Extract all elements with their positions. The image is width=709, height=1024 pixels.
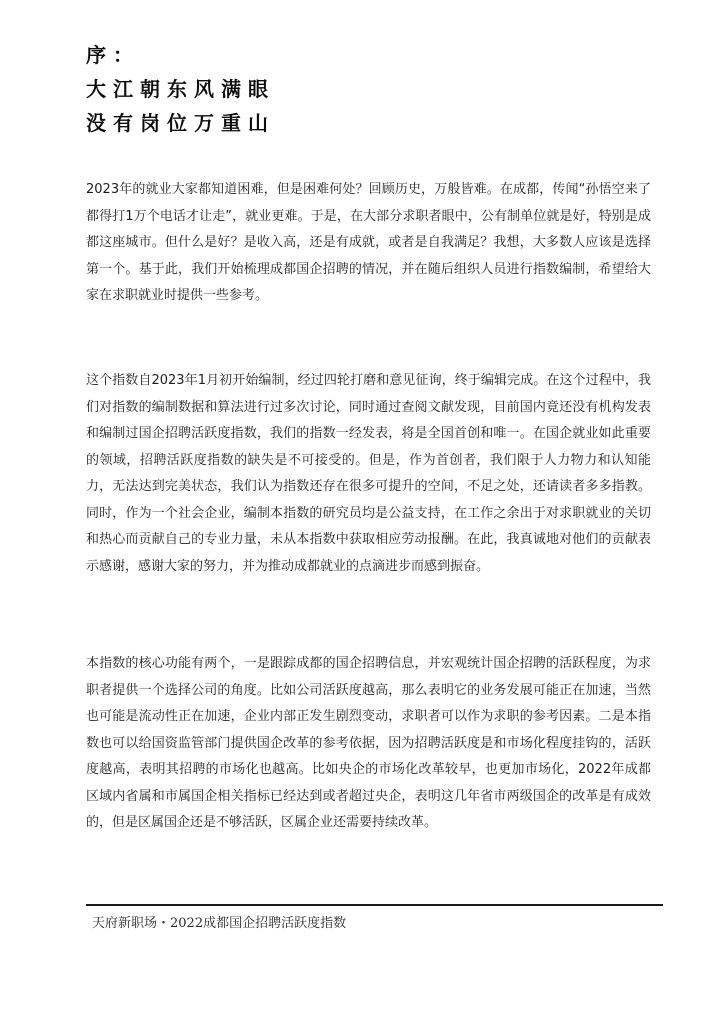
footer-caption: 天府新职场・2022成都国企招聘活跃度指数 xyxy=(92,916,347,931)
paragraph-1: 2023年的就业大家都知道困难，但是困难何处？回顾历史，万般皆难。在成都，传闻“孙悟空来了都得打1万个电话才让走”，就业更难。于是，在大部分求职者眼中，公有制单位就是好，特别是成都这座城市。但什么是好？是收入高，还是有成就，或者是自我满足？我想，大多数人应该是选择第一个。基于此，我们开始梳理成都国企招聘的情况，并在随后组织人员进行指数编制，希望给大家在求职就业时提供一些参考。 xyxy=(86,182,651,303)
footer-divider xyxy=(86,904,663,906)
paragraph-2: 这个指数自2023年1月初开始编制，经过四轮打磨和意见征询，终于编辑完成。在这个过程中，我们对指数的编制数据和算法进行过多次讨论，同时通过查阅文献发现，目前国内竟还没有机构发表和编制过国企招聘活跃度指数，我们的指数一经发表，将是全国首创和唯一。在国企就业如此重要的领域，招聘活跃度指数的缺失是不可接受的。但是，作为首创者，我们限于人力物力和认知能力，无法达到完美状态，我们认为指数还存在很多可提升的空间，不足之处，还请读者多多指教。同时，作为一个社会企业，编制本指数的研究员均是公益支持，在工作之余出于对求职就业的关切和热心而贡献自己的专业力量，未从本指数中获取相应劳动报酬。在此，我真诚地对他们的贡献表示感谢，感谢大家的努力，并为推动成都就业的点滴进步而感到振奋。 xyxy=(86,373,651,574)
preface-title xyxy=(86,38,486,140)
paragraph-3: 本指数的核心功能有两个，一是跟踪成都的国企招聘信息，并宏观统计国企招聘的活跃程度，为求职者提供一个选择公司的角度。比如公司活跃度越高，那么表明它的业务发展可能正在加速，当然也可能是流动性正在加速，企业内部正发生剧烈变动，求职者可以作为求职的参考因素。二是本指数也可以给国资监管部门提供国企改革的参考依据，因为招聘活跃度是和市场化程度挂钩的，活跃度越高，表明其招聘的市场化也越高。比如央企的市场化改革较早，也更加市场化，2022年成都区域内省属和市属国企相关指标已经达到或者超过央企，表明这几年省市两级国企的改革是有成效的，但是区属国企还是不够活跃，区属企业还需要持续改革。 xyxy=(86,656,651,830)
preface-title-line-1: 大江朝东风满眼 xyxy=(86,77,275,101)
preface-heading: 序： xyxy=(86,43,140,67)
preface-title-line-2: 没有岗位万重山 xyxy=(86,111,275,135)
